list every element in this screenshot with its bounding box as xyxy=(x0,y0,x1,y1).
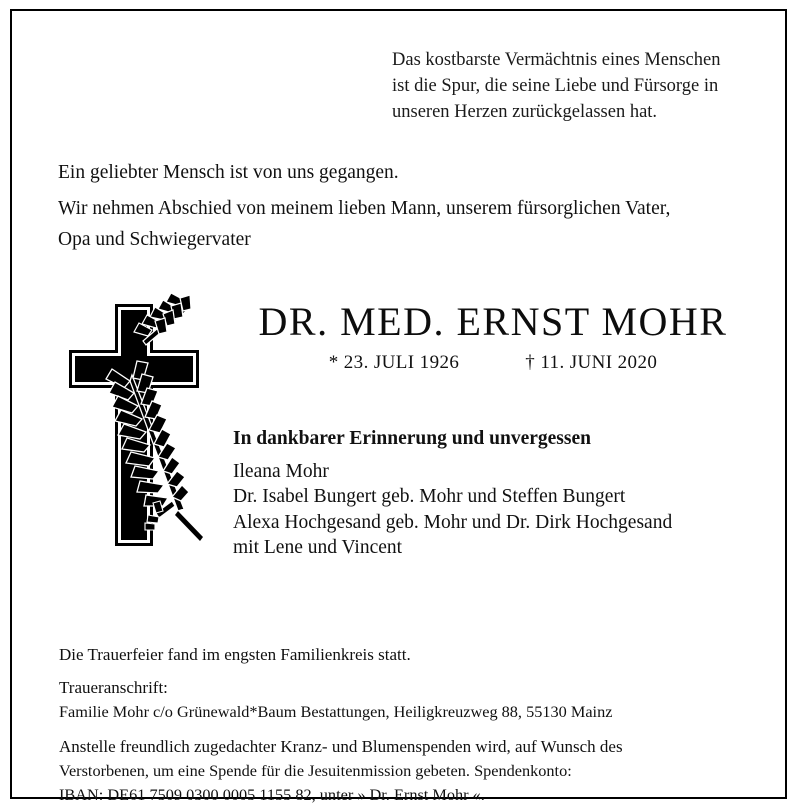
life-dates xyxy=(212,352,774,374)
remembrance-heading: In dankbarer Erinnerung und unvergessen xyxy=(233,428,591,449)
family-block xyxy=(233,426,778,561)
page-title: DR. MED. ERNST MOHR xyxy=(258,299,728,344)
family-member: mit Lene und Vincent xyxy=(233,537,403,558)
intro-line-2: Wir nehmen Abschied von meinem lieben Mann, unserem fürsorglichen Vater, xyxy=(58,198,671,219)
quote-line-3: unseren Herzen zurückgelassen hat. xyxy=(392,102,658,122)
intro-line-1: Ein geliebter Mensch ist von uns gegangen. xyxy=(58,162,399,183)
quote-line-1: Das kostbarste Vermächtnis eines Menschen xyxy=(392,50,721,70)
ceremony-note: Die Trauerfeier fand im engsten Familienkreis statt. xyxy=(59,645,411,664)
donation-iban: IBAN: DE61 7509 0300 0005 1155 82, unter » Dr. Ernst Mohr «. xyxy=(59,785,485,804)
deceased-name-block xyxy=(212,299,774,345)
cross-with-palm-frond-icon xyxy=(60,289,208,561)
intro-paragraph xyxy=(58,157,778,255)
donation-line-1: Anstelle freundlich zugedachter Kranz- und Blumenspenden wird, auf Wunsch des xyxy=(59,737,623,756)
quote-line-2: ist die Spur, die seine Liebe und Fürsorge in xyxy=(392,76,719,96)
family-member: Ileana Mohr xyxy=(233,460,329,482)
epitaph-quote xyxy=(392,47,792,125)
birth-date: * 23. JULI 1926 xyxy=(328,352,460,373)
intro-line-3: Opa und Schwiegervater xyxy=(58,229,251,250)
family-member: Dr. Isabel Bungert geb. Mohr und Steffen Bungert xyxy=(233,486,626,507)
footer-spacer xyxy=(59,667,784,676)
family-member: Alexa Hochgesand geb. Mohr und Dr. Dirk Hochgesand xyxy=(233,511,673,533)
footer-block xyxy=(59,643,784,807)
death-date: † 11. JUNI 2020 xyxy=(525,352,658,373)
donation-note xyxy=(59,735,784,807)
donation-line-2: Verstorbenen, um eine Spende für die Jesuitenmission gebeten. Spendenkonto: xyxy=(59,761,572,780)
address-label: Traueranschrift: xyxy=(59,678,168,697)
obituary-card xyxy=(10,9,787,804)
mourning-address: Familie Mohr c/o Grünewald*Baum Bestattungen, Heiligkreuzweg 88, 55130 Mainz xyxy=(59,702,613,721)
